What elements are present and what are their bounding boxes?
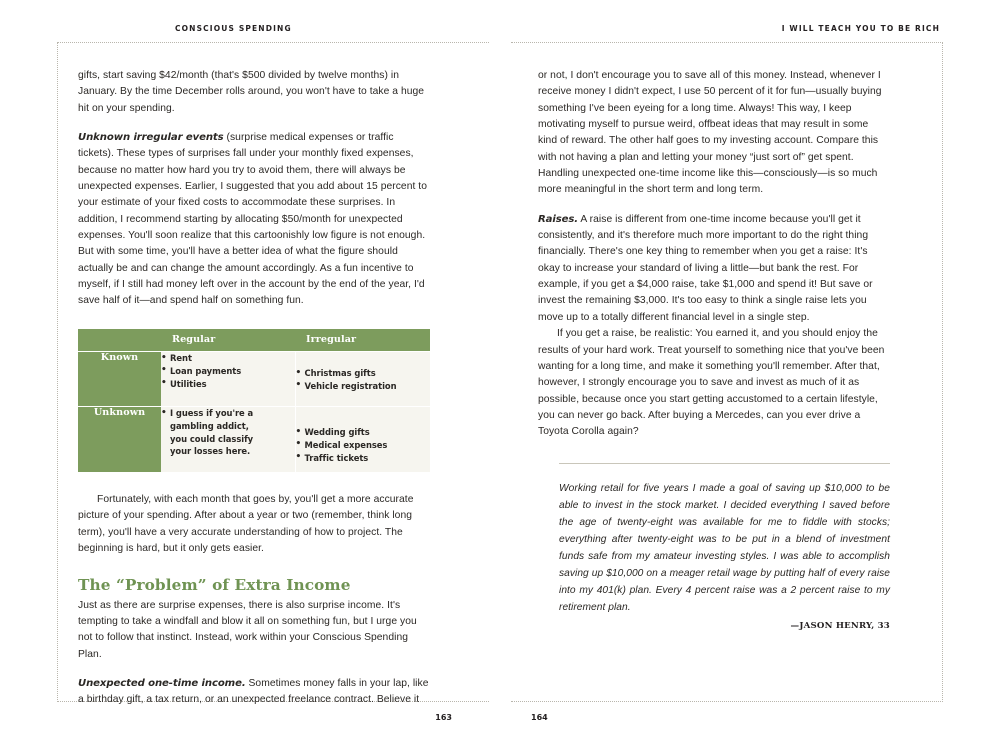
table-corner-cell: [78, 329, 161, 352]
list-item: • Medical expenses: [296, 439, 431, 452]
list-item: • I guess if you're a gambling addict, you could classify your losses here.: [161, 407, 295, 457]
paragraph-raises: [538, 212, 890, 326]
run-in-heading-unknown-irregular-events: Unknown irregular events: [78, 132, 224, 144]
left-running-head: CONSCIOUS SPENDING: [175, 24, 292, 33]
cell-known-regular: [161, 352, 295, 407]
cell-known-irregular: [295, 352, 430, 407]
right-running-head: I WILL TEACH YOU TO BE RICH: [781, 24, 940, 33]
run-in-heading-unexpected-one-time-income: Unexpected one-time income.: [78, 678, 246, 690]
list-item: • Christmas gifts: [296, 367, 431, 380]
paragraph-surprise-income: Just as there are surprise expenses, there is also surprise income. It's tempting to take a windfall and blow it all on something fun, but I urge you not to follow that instinct. Instead, work within your Conscious Spending Plan.: [78, 599, 417, 660]
right-folio: 164: [531, 713, 548, 722]
run-in-heading-raises: Raises.: [538, 213, 579, 225]
paragraph-be-realistic: If you get a raise, be realistic: You earned it, and you should enjoy the results of your hard work. Treat yourself to something nice that you've been wanting for a long time, and make it something you'll remember. After that, however, I strongly encourage you to save and invest as much of it as possible, because once you start getting accustomed to a certain lifestyle, you can never go back. After buying a Mercedes, can you ever drive a Toyota Corolla again?: [538, 328, 885, 438]
section-extra-income: [78, 577, 430, 663]
list-item: • Traffic tickets: [296, 452, 431, 465]
pull-quote-block: [559, 463, 890, 631]
paragraph-unknown-irregular-events: [78, 130, 430, 310]
expenses-matrix-table: [78, 329, 430, 472]
table-column-header-regular: Regular: [161, 329, 295, 352]
right-page: [500, 0, 1000, 750]
paragraph-body: Sometimes money falls in your lap, like a birthday gift, a tax return, or an unexpected freelance contract. Believe it: [78, 678, 429, 706]
paragraph-body: (surprise medical expenses or traffic tickets). These types of surprises fall under your monthly fixed expenses, because no matter how hard you try to avoid them, there will always be unexpected expenses. Earlier, I suggested that you add about 15 percent to your estimate of your fixed costs to accommodate these surprises. In addition, I recommend starting by allocating $50/month for unexpected expenses. You'll soon realize that this cartoonishly low figure is not enough. But with some time, you'll have a better idea of what the figure should actually be and can change the amount accordingly. As a fun incentive to myself, if I still had money left over in the account by the end of the year, I'd save half of it—and spend half on something fun.: [78, 132, 427, 307]
table-row-known: [78, 352, 430, 407]
list-item: • Vehicle registration: [296, 380, 431, 393]
table-row-label-known: Known: [78, 352, 161, 407]
paragraph-continuation: gifts, start saving $42/month (that's $500 divided by twelve months) in January. By the time December rolls around, you won't have to take a huge hit on your spending.: [78, 70, 425, 114]
table-column-header-irregular: Irregular: [295, 329, 430, 352]
list-item: • Rent: [161, 352, 295, 365]
left-folio: 163: [435, 713, 452, 722]
cell-unknown-irregular: [295, 407, 430, 472]
list-item: • Utilities: [161, 378, 295, 391]
table-row-unknown: [78, 407, 430, 472]
paragraph-fortunately: Fortunately, with each month that goes by, you'll get a more accurate picture of your spending. After about a year or two (remember, think long term), you'll have a very accurate understanding of how to project. The beginning is hard, but it only gets easier.: [78, 493, 414, 554]
list-item: • Loan payments: [161, 365, 295, 378]
right-text-column: [538, 68, 890, 631]
cell-unknown-regular: [161, 407, 295, 472]
table-header-row: [78, 329, 430, 352]
list-item: • Wedding gifts: [296, 426, 431, 439]
paragraph-unexpected-one-time-income: [78, 676, 430, 709]
section-heading-problem-of-extra-income: The “Problem” of Extra Income: [78, 576, 351, 595]
left-text-column: [78, 68, 430, 709]
table-row-label-unknown: Unknown: [78, 407, 161, 472]
pull-quote-text: Working retail for five years I made a goal of saving up $10,000 to be able to invest in the stock market. I decided everything I saved before the age of twenty-eight was available for me to fiddle with stocks; everything after twenty-eight was to be put in a blend of investment funds safe from my amateur investing styles. I was able to accomplish saving up $10,000 on a meager retail wage by putting half of every raise into my 401(k) plan. Every 4 percent raise was a 2 percent raise to my retirement plan.: [559, 482, 890, 613]
pull-quote-attribution: —JASON HENRY, 33: [790, 620, 890, 631]
paragraph-continuation: or not, I don't encourage you to save all of this money. Instead, whenever I receive money I didn't expect, I use 50 percent of it for fun—usually buying something I've been eyeing for a long time. Always! This way, I keep motivating myself to pursue weird, offbeat ideas that may result in some kind of reward. The other half goes to my investing account. Compare this with not having a plan and letting your money “just sort of” get spent. Handling unexpected one-time income like this—consciously—is so much more meaningful in the short term and long term.: [538, 70, 882, 196]
paragraph-body: A raise is different from one-time income because you'll get it consistently, and it's therefore much more important to do the right thing financially. There's one key thing to remember when you get a raise: It's okay to increase your standard of living a little—but bank the rest. For example, if you get a $4,000 raise, take $1,000 and spend it! But save or invest the remaining $3,000. It's too easy to think a single raise lets you move up to a totally different financial level in a single step.: [538, 213, 873, 323]
